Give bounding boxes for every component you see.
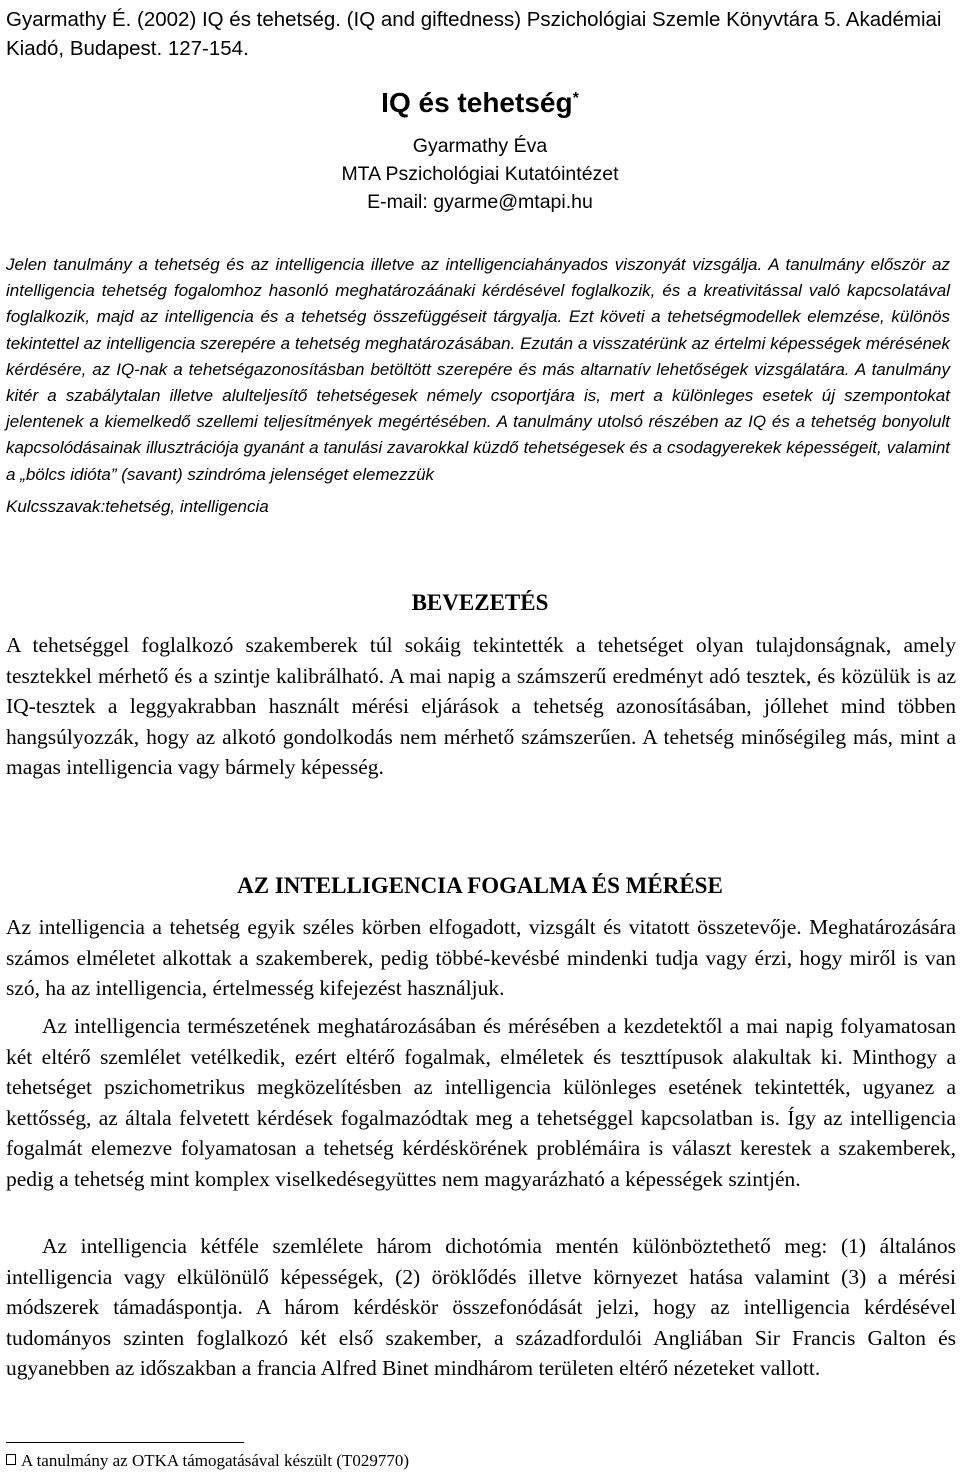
intelligence-paragraph-1: Az intelligencia a tehetség egyik széles körben elfogadott, vizsgált és vitatott összetevője. Meghatározására számos elméletet alkottak a szakemberek, pedig többé-kevésbé mindenki tudja vagy érzi, hogy miről is van szó, ha az intelligencia, értelmesség kifejezést használjuk. [6, 915, 956, 1001]
paper-title-text: IQ és tehetség [381, 87, 573, 118]
section-heading-intro: BEVEZETÉS [411, 590, 549, 615]
citation: Gyarmathy É. (2002) IQ és tehetség. (IQ and giftedness) Pszichológiai Szemle Könyvtára 5. Akadémiai Kiadó, Budapest. 127-154. [6, 8, 942, 60]
footnote-text: A tanulmány az OTKA támogatásával készült (T029770) [21, 1451, 410, 1470]
abstract: Jelen tanulmány a tehetség és az intelligencia illetve az intelligenciahányados viszonyát vizsgálja. A tanulmány először az intelligencia tehetség fogalomhoz hasonló meghatározáánaki kérdésével foglalkozik, és a kreativitással való kapcsolatával foglalkozik, majd az intelligencia és a tehetség összefüggéseit tárgyalja. Ezt követi a tehetségmodellek elemzése, különös tekintettel az intelligencia szerepére a tehetség meghatározásában. Ezután a visszatérünk az értelmi képességek mérésének kérdésére, az IQ-nak a tehetségazonosításban betöltött szerepére és más altarnatív lehetőségek vizsgálatára. A tanulmány kitér a szabálytalan illetve alulteljesítő tehetségesek némely csoportjára is, mert a különleges esetek új szempontokat jelentenek a kiemelkedő szellemi teljesítmények megértésében. A tanulmány utolsó részében az IQ és a tehetség bonyolult kapcsolódásainak illusztrációja gyanánt a tanulási zavarokkal küzdő tehetségesek és a csodagyerekek képességeit, valamint a „bölcs idióta” (savant) szindróma jelenséget elemezzük [6, 255, 950, 484]
footnote [6, 1450, 409, 1472]
intelligence-paragraph-3: Az intelligencia kétféle szemlélete három dichotómia mentén különböztethető meg: (1) általános intelligencia vagy elkülönülő képességek, (2) öröklődés illetve környezet hatása valamint (3) a mérési módszerek támadáspontja. A három kérdéskör összefonódását jelzi, hogy az intelligencia kérdésével tudományos szinten foglalkozó két első szakember, a századfordulói Angliában Sir Francis Galton és ugyanebben az időszakban a francia Alfred Binet mindhárom területen eltérő nézeteket vallott. [6, 1234, 956, 1381]
footnote-separator [6, 1442, 244, 1443]
keywords: Kulcsszavak:tehetség, intelligencia [6, 497, 269, 516]
author-name: Gyarmathy Éva [412, 135, 548, 157]
title-footnote-marker: * [572, 90, 579, 107]
intelligence-paragraph-2: Az intelligencia természetének meghatározásában és mérésében a kezdetektől a mai napig folyamatosan két eltérő szemlélet vetélkedik, ezért eltérő fogalmak, elméletek és teszttípusok alakultak ki. Minthogy a tehetséget pszichometrikus megközelítésben az intelligencia különleges esetének tekintették, ugyanez a kettősség, az általa felvetett kérdések fogalmazódtak meg a tehetséggel kapcsolatban is. Így az intelligencia fogalmát elemezve folyamatosan a tehetség kérdéskörének problémáira is választ kerestek a szakemberek, pedig a tehetség mint komplex viselkedésegyüttes nem magyarázható a képességek szintjén. [6, 1014, 956, 1191]
author-institution: MTA Pszichológiai Kutatóintézet [341, 163, 619, 185]
footnote-marker-icon [6, 1454, 16, 1465]
paper-title [0, 86, 960, 120]
author-email: E-mail: gyarme@mtapi.hu [367, 191, 593, 213]
intro-paragraph: A tehetséggel foglalkozó szakemberek túl sokáig tekintették a tehetséget olyan tulajdonságnak, amely tesztekkel mérhető és a szintje kalibrálható. A mai napig a számszerű eredményt adó tesztek, és közülük is az IQ-tesztek a leggyakrabban használt mérési eljárások a tehetség azonosításában, jóllehet mind többen hangsúlyozzák, hogy az alkotó gondolkodás nem mérhető számszerűen. A tehetség minőségileg más, mint a magas intelligencia vagy bármely képesség. [6, 633, 956, 780]
section-heading-intelligence: AZ INTELLIGENCIA FOGALMA ÉS MÉRÉSE [237, 873, 723, 898]
